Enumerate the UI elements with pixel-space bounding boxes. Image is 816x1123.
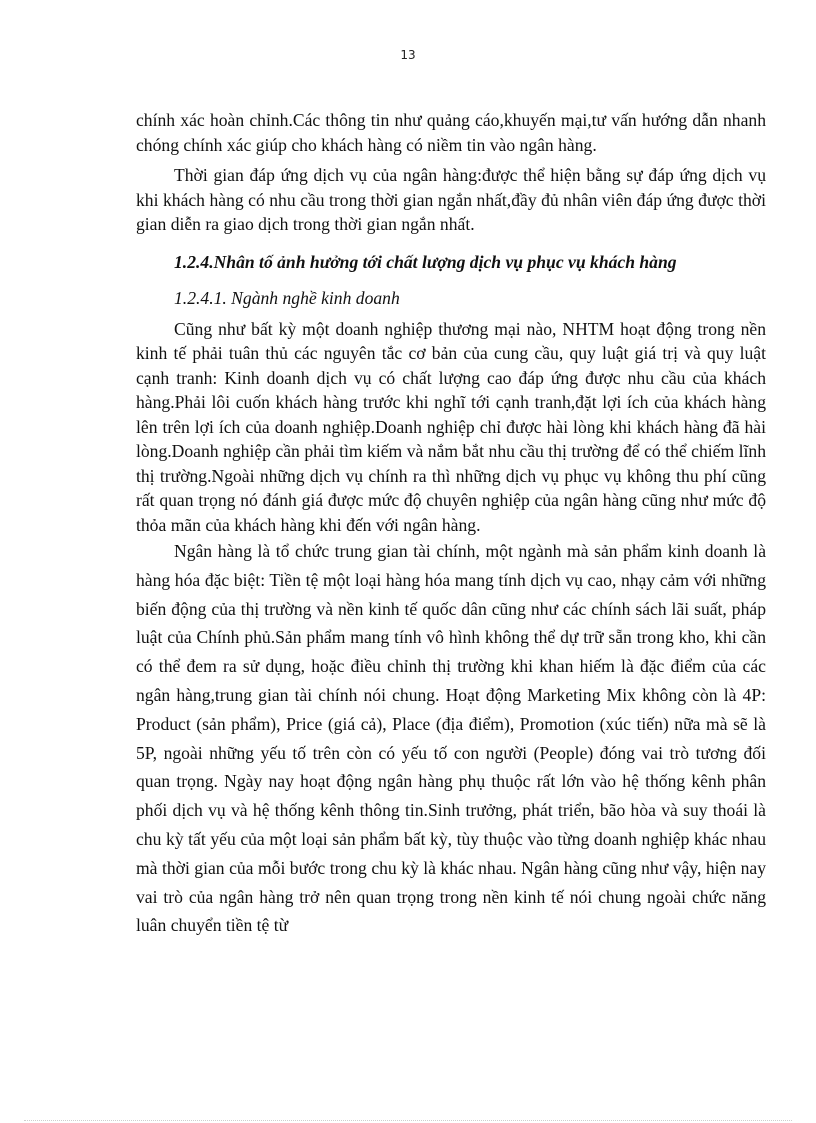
section-heading: 1.2.4.Nhân tố ảnh hưởng tới chất lượng dịch vụ phục vụ khách hàng	[174, 251, 677, 272]
subsection-heading: 1.2.4.1. Ngành nghề kinh doanh	[174, 287, 400, 308]
paragraph-bank-intermediary: Ngân hàng là tổ chức trung gian tài chính, một ngành mà sản phẩm kinh doanh là hàng hóa đặc biệt: Tiền tệ một loại hàng hóa mang tính dịch vụ cao, nhạy cảm với những biến động của thị trường và nền kinh tế quốc dân cũng như các chính sách lãi suất, pháp luật của Chính phủ.Sản phẩm mang tính vô hình không thể dự trữ sẵn trong kho, khi cần có thể đem ra sử dụng, hoặc điều chỉnh thị trường khi khan hiếm là đặc điểm của các ngân hàng,trung gian tài chính nói chung. Hoạt động Marketing Mix không còn là 4P: Product (sản phẩm), Price (giá cả), Place (địa điểm), Promotion (xúc tiến) nữa mà sẽ là 5P, ngoài những yếu tố trên còn có yếu tố con người (People) đóng vai trò tương đối quan trọng. Ngày nay hoạt động ngân hàng phụ thuộc rất lớn vào hệ thống kênh phân phối dịch vụ và hệ thống kênh thông tin.Sinh trưởng, phát triển, bão hòa và suy thoái là chu kỳ tất yếu của một loại sản phẩm bất kỳ, tùy thuộc vào từng doanh nghiệp khác nhau mà thời gian của mỗi bước trong chu kỳ là khác nhau. Ngân hàng cũng như vậy, hiện nay vai trò của ngân hàng trở nên quan trọng trong nền kinh tế nói chung ngoài chức năng luân chuyển tiền tệ từ	[136, 541, 766, 936]
paragraph-response-time: Thời gian đáp ứng dịch vụ của ngân hàng:được thể hiện bằng sự đáp ứng dịch vụ khi khách hàng có nhu cầu trong thời gian ngắn nhất,đầy đủ nhân viên đáp ứng được thời gian diễn ra giao dịch trong thời gian ngắn nhất.	[136, 165, 766, 234]
paragraph-business-sector: Cũng như bất kỳ một doanh nghiệp thương mại nào, NHTM hoạt động trong nền kinh tế phải tuân thủ các nguyên tắc cơ bản của cung cầu, quy luật giá trị và quy luật cạnh tranh: Kinh doanh dịch vụ có chất lượng cao đáp ứng được nhu cầu của khách hàng.Phải lôi cuốn khách hàng trước khi nghĩ tới cạnh tranh,đặt lợi ích của khách hàng lên trên lợi ích của doanh nghiệp.Doanh nghiệp chỉ được hài lòng khi khách hàng đã hài lòng.Doanh nghiệp cần phải tìm kiếm và nắm bắt nhu cầu thị trường để có thể chiếm lĩnh thị trường.Ngoài những dịch vụ chính ra thì những dịch vụ phục vụ không thu phí cũng rất quan trọng nó đánh giá được mức độ chuyên nghiệp của ngân hàng cũng như mức độ thỏa mãn của khách hàng khi đến với ngân hàng.	[136, 318, 766, 535]
page-bottom-divider	[24, 1120, 792, 1121]
document-body	[136, 108, 766, 940]
paragraph-continuation: chính xác hoàn chỉnh.Các thông tin như quảng cáo,khuyến mại,tư vấn hướng dẫn nhanh chóng chính xác giúp cho khách hàng có niềm tin vào ngân hàng.	[136, 110, 766, 155]
page-number: 13	[400, 48, 416, 62]
